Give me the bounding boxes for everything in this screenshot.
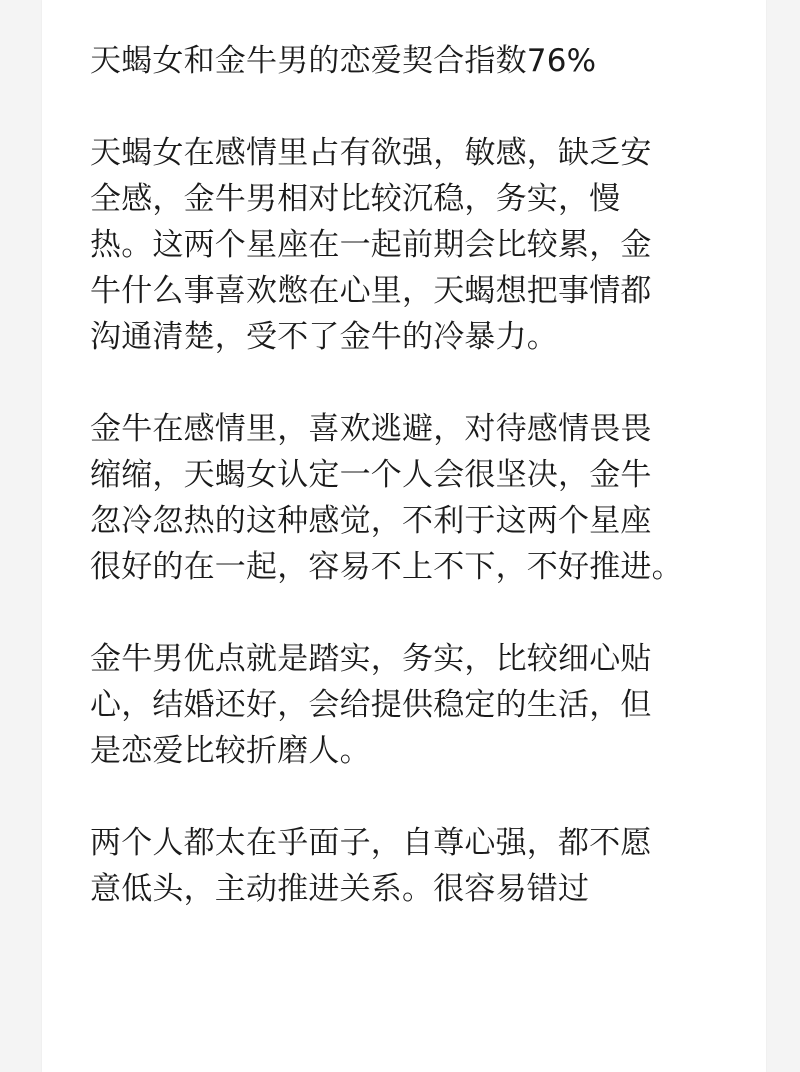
note-page [42,0,766,1072]
paragraph-line: 全感，金牛男相对比较沉稳，务实，慢 [90,181,621,217]
paragraph-line: 沟通清楚，受不了金牛的冷暴力。 [90,319,558,355]
paragraph-line: 两个人都太在乎面子，自尊心强，都不愿 [90,825,652,861]
paragraph-line: 金牛男优点就是踏实，务实，比较细心贴 [90,641,652,677]
paragraph-line: 金牛在感情里，喜欢逃避，对待感情畏畏 [90,411,652,447]
paragraph-line: 缩缩，天蝎女认定一个人会很坚决，金牛 [90,457,652,493]
paragraph-line: 天蝎女在感情里占有欲强，敏感，缺乏安 [90,135,652,171]
note-title: 天蝎女和金牛男的恋爱契合指数76% [90,43,597,79]
paragraph-line: 牛什么事喜欢憋在心里，天蝎想把事情都 [90,273,652,309]
paragraph-line: 忽冷忽热的这种感觉，不利于这两个星座 [90,503,652,539]
paragraph-line: 很好的在一起，容易不上不下，不好推进。 [90,549,683,585]
paragraph-1 [90,130,730,360]
paragraph-4 [90,820,730,912]
paragraph-line: 热。这两个星座在一起前期会比较累，金 [90,227,652,263]
note-content [90,38,730,958]
paragraph-2 [90,406,730,590]
paragraph-line: 是恋爱比较折磨人。 [90,733,371,769]
paragraph-line: 心，结婚还好，会给提供稳定的生活，但 [90,687,652,723]
paragraph-line: 意低头，主动推进关系。很容易错过 [90,871,590,907]
paragraph-3 [90,636,730,774]
